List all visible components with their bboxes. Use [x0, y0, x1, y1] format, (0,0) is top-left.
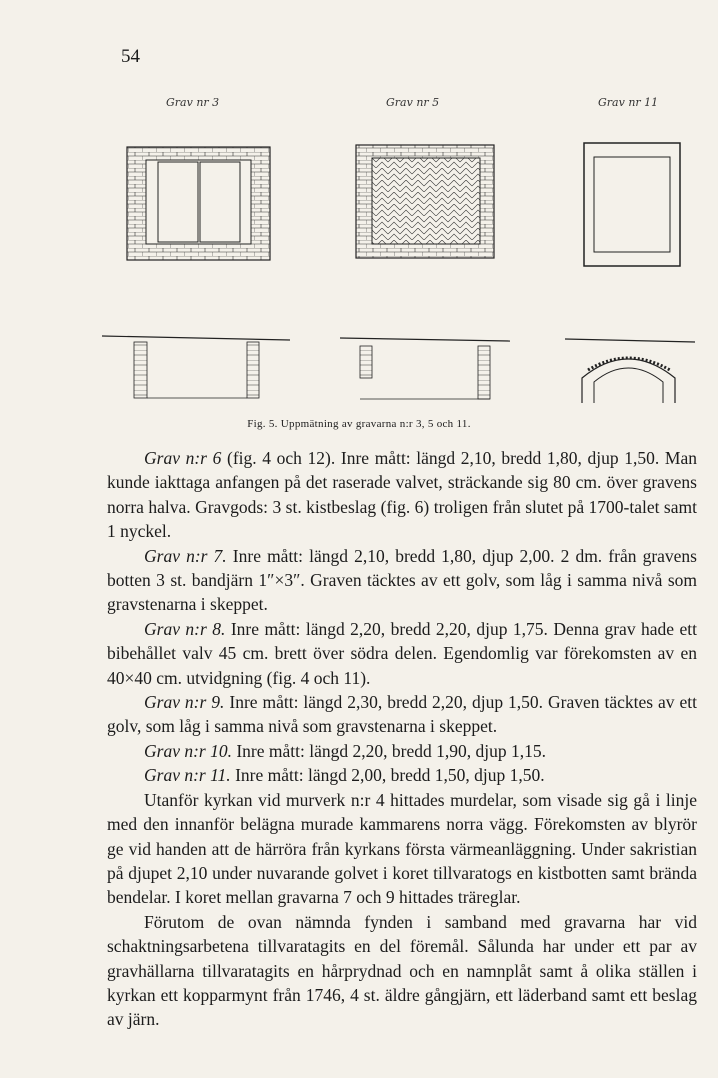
paragraph-text: (fig. 4 och 12). Inre mått: längd 2,10, bredd 1,80, djup 1,50. Man kunde iakttaga anfangen på det raserade valvet, sträckande sig 80 cm. över gravens norra halva. Gravgods: 3 st. kistbeslag (fig. 6) troligen från slutet på 1700-talet samt 1 nyckel.: [107, 448, 697, 542]
paragraph-grave-6: [107, 446, 697, 544]
grave-11-section: [565, 339, 695, 403]
grave-3-section: [102, 336, 290, 398]
paragraph-text: Inre mått: längd 2,20, bredd 2,20, djup 1,75. Denna grav hade ett bibehållet valv 45 cm. brett över södra delen. Egendomlig var förekomsten av en 40×40 cm. utvidgning (fig. 4 och 11).: [107, 618, 697, 688]
grave-label: Grav n:r 6: [144, 448, 222, 468]
paragraph-grave-9: [107, 690, 697, 739]
paragraph-text: Inre mått: längd 2,00, bredd 1,50, djup 1,50.: [230, 765, 545, 786]
grave-5-plan: [356, 145, 494, 258]
paragraph-finds: [107, 910, 697, 1032]
paragraph-grave-10: [107, 739, 697, 763]
paragraph-text: Förutom de ovan nämnda fynden i samband med gravarna har vid schaktningsarbetena tillvaratagits en del föremål. Sålunda har under ett par av gravhällarna tillvaratagits en hårprydnad och en namnplåt samt å olika ställen i kyrkan ett kopparmynt från 1746, 4 st. äldre gångjärn, ett läderband samt ett beslag av järn.: [107, 911, 697, 1030]
paragraph-grave-7: [107, 544, 697, 617]
paragraph-grave-11: [107, 763, 697, 787]
grave-caption-5: Grav nr 5: [386, 96, 440, 109]
grave-5-section: [340, 338, 510, 399]
grave-label: Grav n:r 7.: [144, 545, 227, 566]
paragraph-text: Inre mått: längd 2,30, bredd 2,20, djup 1,50. Graven täcktes av ett golv, som låg i samma nivå som gravstenarna i skeppet.: [107, 692, 697, 737]
grave-label: Grav n:r 9.: [144, 692, 225, 713]
paragraph-grave-8: [107, 617, 697, 690]
paragraph-text: Inre mått: längd 2,10, bredd 1,80, djup 2,00. 2 dm. från gravens botten 3 st. bandjärn 1″×3″. Graven täcktes av ett golv, som låg i samma nivå som gravstenarna i skeppet.: [107, 545, 697, 615]
grave-11-plan: [584, 143, 680, 266]
figure-drawings: [100, 120, 700, 440]
paragraph-text: Inre mått: längd 2,20, bredd 1,90, djup 1,15.: [231, 740, 546, 761]
grave-3-plan: [127, 147, 270, 260]
grave-label: Grav n:r 8.: [144, 618, 226, 639]
grave-caption-11: Grav nr 11: [598, 96, 659, 109]
grave-label: Grav n:r 10.: [144, 740, 232, 761]
page-number: 54: [121, 46, 140, 67]
paragraph-outside-church: [107, 788, 697, 910]
text-body: [107, 446, 697, 1032]
figure-caption: Fig. 5. Uppmätning av gravarna n:r 3, 5 och 11.: [247, 418, 471, 430]
paragraph-text: Utanför kyrkan vid murverk n:r 4 hittades murdelar, som visade sig gå i linje med den innanför belägna murade kammarens norra vägg. Förekomsten av blyrör ge vid handen att de härröra från kyrkans första värmeanläggning. Under sakristian på djupet 2,10 under nuvarande golvet i koret tillvaratogs en kistbotten samt brända bendelar. I koret mellan gravarna 7 och 9 hittades träreglar.: [107, 789, 697, 908]
grave-caption-3: Grav nr 3: [166, 96, 220, 109]
grave-label: Grav n:r 11.: [144, 765, 231, 786]
